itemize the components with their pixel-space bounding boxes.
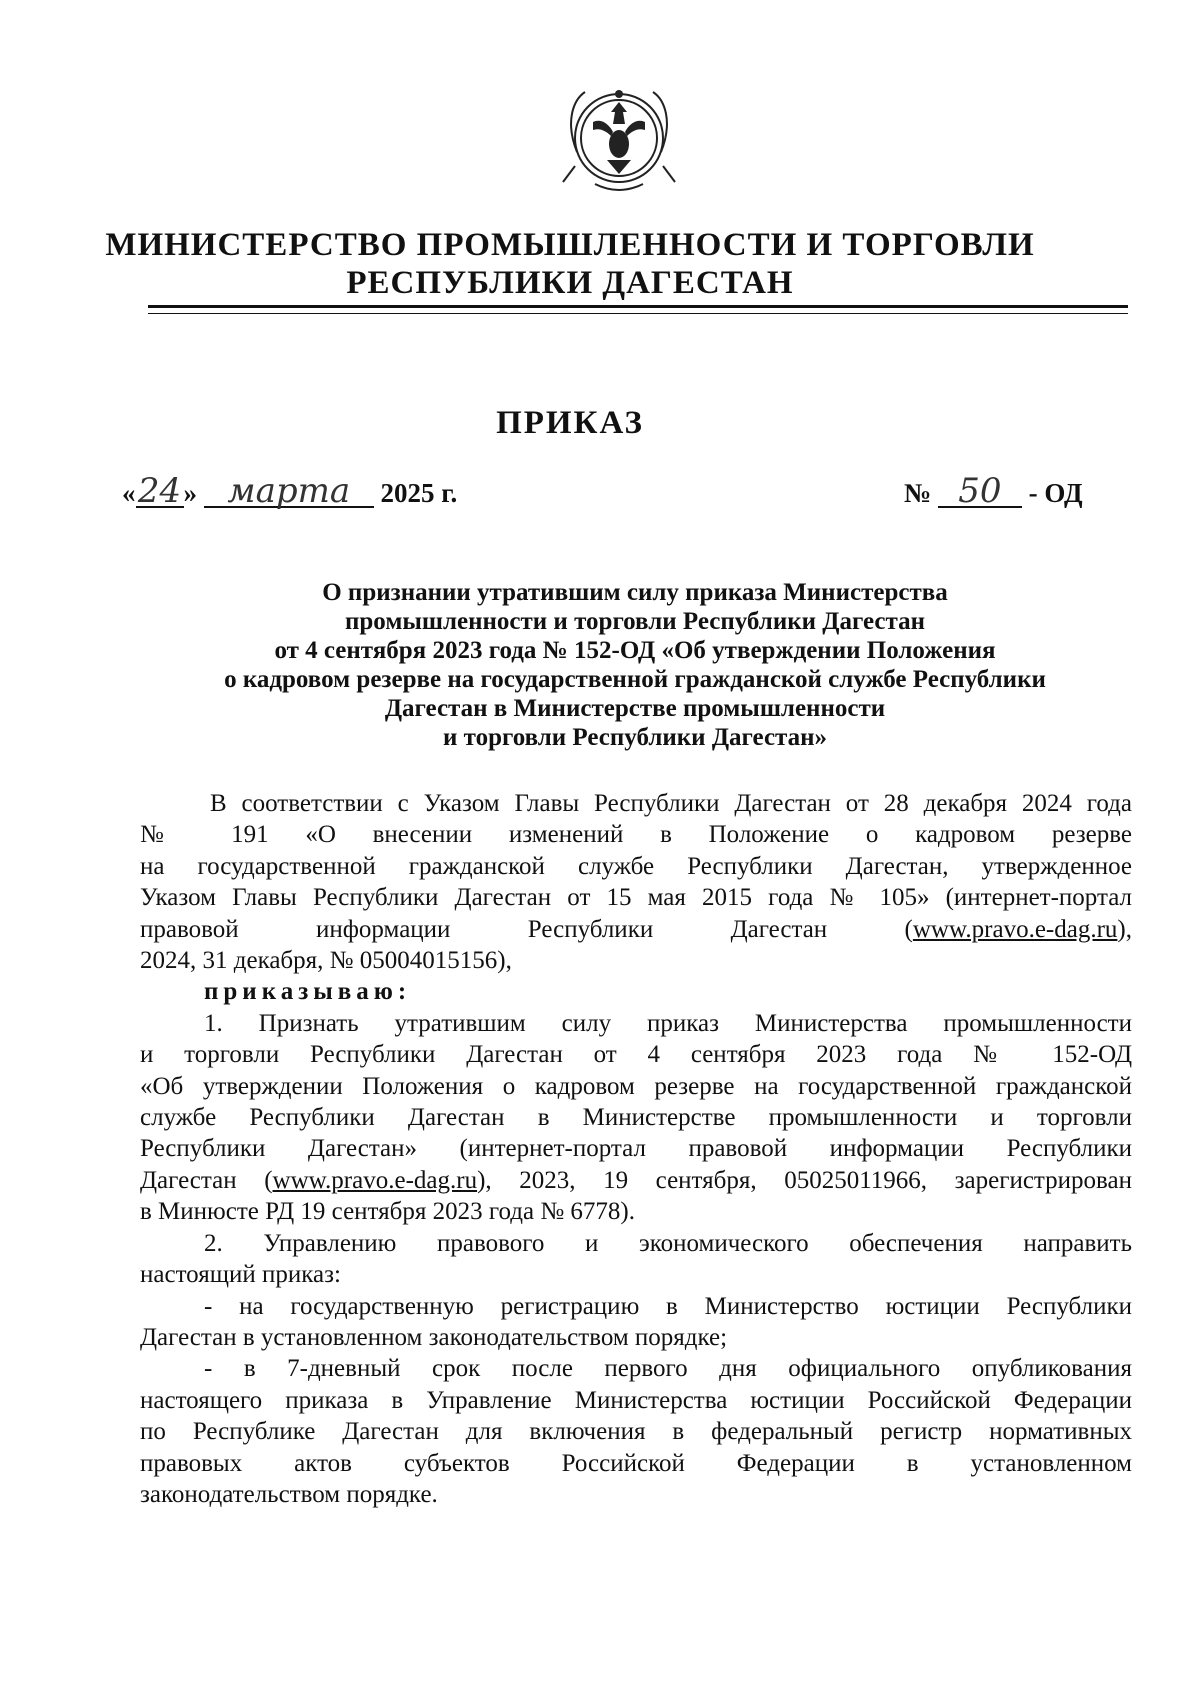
document-type: ПРИКАЗ	[496, 405, 644, 441]
title-line: и торговли Республики Дагестан»	[442, 724, 828, 751]
body-line: настоящего приказа в Управление Министерства юстиции Российской Федерации	[140, 1386, 1132, 1414]
body-line: «Об утверждении Положения о кадровом резерве на государственной гражданской	[140, 1072, 1132, 1100]
date-day: 24	[136, 476, 184, 508]
body-line: Указом Главы Республики Дагестан от 15 мая 2015 года № 105» (интернет-портал	[140, 884, 1132, 912]
body-line: 1. Признать утратившим силу приказ Министерства промышленности	[204, 1009, 1132, 1037]
body-line	[140, 914, 1132, 945]
header-divider-thin	[148, 313, 1128, 314]
title-line: О признании утратившим силу приказа Министерства	[322, 579, 948, 606]
title-line: промышленности и торговли Республики Дагестан	[344, 608, 925, 635]
header-divider-thick	[148, 305, 1128, 308]
pravo-portal-link[interactable]: www.pravo.e-dag.ru	[272, 1166, 478, 1194]
body-line: - в 7-дневный срок после первого дня официального опубликования	[204, 1355, 1132, 1383]
body-line: службе Республики Дагестан в Министерстве промышленности и торговли	[140, 1104, 1132, 1132]
body-text: ), 2023, 19 сентября, 05025011966, зарегистрирован	[477, 1166, 1132, 1194]
body-line: правовых актов субъектов Российской Федерации в установленном	[140, 1449, 1132, 1477]
number-value: 50	[938, 476, 1022, 508]
order-date	[122, 471, 458, 511]
body-line: в Минюсте РД 19 сентября 2023 года № 6778).	[140, 1198, 636, 1226]
body-line: на государственной гражданской службе Республики Дагестан, утвержденное	[140, 852, 1132, 880]
ministry-name-line-1: МИНИСТЕРСТВО ПРОМЫШЛЕННОСТИ И ТОРГОВЛИ	[105, 227, 1035, 263]
body-line: 2024, 31 декабря, № 05004015156),	[140, 947, 512, 975]
body-line: законодательством порядке.	[140, 1480, 438, 1508]
ministry-name-line-2: РЕСПУБЛИКИ ДАГЕСТАН	[346, 265, 794, 301]
body-text: Дагестан (	[140, 1166, 273, 1194]
body-line: по Республике Дагестан для включения в федеральный регистр нормативных	[140, 1418, 1132, 1446]
order-body	[140, 788, 1132, 1510]
ministry-name	[0, 226, 1140, 302]
body-line: В соответствии с Указом Главы Республики Дагестан от 28 декабря 2024 года	[210, 790, 1132, 817]
orders-word: приказываю:	[204, 978, 412, 1006]
order-number	[904, 471, 1083, 511]
date-open-quote: «	[122, 478, 136, 508]
date-month: марта	[204, 476, 374, 508]
body-line	[140, 1165, 1132, 1196]
order-title	[140, 578, 1130, 752]
number-suffix: - ОД	[1028, 478, 1083, 508]
body-line: Дагестан в установленном законодательством порядке;	[140, 1323, 728, 1351]
date-close-quote: »	[183, 478, 197, 508]
body-line: 2. Управлению правового и экономического обеспечения направить	[204, 1229, 1132, 1257]
body-text: ),	[1117, 915, 1132, 943]
body-line: и торговли Республики Дагестан от 4 сентября 2023 года № 152-ОД	[140, 1041, 1132, 1069]
title-line: от 4 сентября 2023 года № 152-ОД «Об утверждении Положения	[274, 637, 996, 664]
body-line: Республики Дагестан» (интернет-портал правовой информации Республики	[140, 1135, 1132, 1163]
title-line: о кадровом резерве на государственной гражданской службе Республики	[224, 666, 1046, 693]
dagestan-coat-of-arms-icon	[555, 82, 683, 198]
body-text: правовой информации Республики Дагестан (	[140, 915, 913, 943]
pravo-portal-link[interactable]: www.pravo.e-dag.ru	[912, 915, 1118, 943]
number-prefix: №	[904, 478, 932, 508]
body-line: № 191 «О внесении изменений в Положение о кадровом резерве	[140, 821, 1132, 849]
body-line: настоящий приказ:	[140, 1261, 341, 1289]
date-year: 2025 г.	[380, 478, 458, 508]
body-line: - на государственную регистрацию в Министерство юстиции Республики	[204, 1292, 1132, 1320]
title-line: Дагестан в Министерстве промышленности	[384, 695, 886, 722]
